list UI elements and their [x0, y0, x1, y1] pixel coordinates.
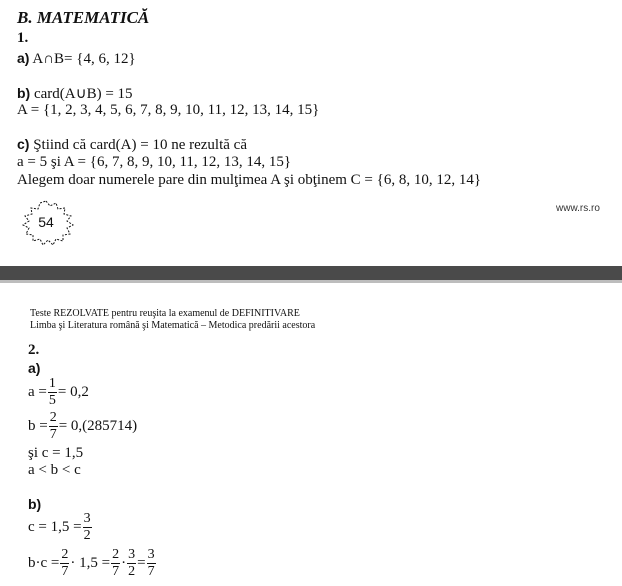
fraction-numerator: 3	[83, 511, 91, 527]
label-b: b)	[17, 85, 31, 101]
equation-a-rhs: = 0,2	[57, 384, 89, 400]
equation-bc-lhs: b·c =	[28, 555, 60, 571]
answer-1c	[17, 136, 247, 154]
fraction-3-2	[83, 512, 92, 543]
answer-1c-line2: a = 5 şi A = {6, 7, 8, 9, 10, 11, 12, 13, 14, 15}	[17, 154, 292, 170]
equation-b	[28, 408, 137, 444]
fraction-numerator: 1	[48, 376, 56, 392]
answer-1a	[17, 50, 136, 68]
page-number: 54	[38, 214, 54, 230]
equation-bc	[28, 545, 157, 581]
fraction-2-7	[111, 548, 120, 579]
answer-1b-text: card(A∪B) = 15	[30, 86, 133, 102]
equation-b-lhs: b =	[28, 418, 48, 434]
page-number-badge	[16, 198, 76, 248]
answer-1b-set: A = {1, 2, 3, 4, 5, 6, 7, 8, 9, 10, 11, 12, 13, 14, 15}	[17, 102, 320, 118]
fraction-denominator: 7	[61, 564, 69, 580]
section-title: B. MATEMATICĂ	[17, 8, 150, 27]
fraction-numerator: 2	[112, 547, 120, 563]
fraction-denominator: 7	[49, 427, 57, 443]
fraction-denominator: 2	[83, 528, 91, 544]
problem-2a-label: a)	[28, 360, 41, 376]
equation-a	[28, 374, 89, 410]
label-a: a)	[17, 50, 30, 66]
problem-2b-label: b)	[28, 496, 42, 512]
answer-1b	[17, 84, 133, 103]
page-divider	[0, 266, 622, 280]
fraction-denominator: 2	[128, 564, 136, 580]
fraction-denominator: 5	[48, 393, 56, 409]
fraction-3-7	[147, 548, 156, 579]
website-url: www.rs.ro	[556, 203, 600, 214]
equation-a-lhs: a =	[28, 384, 47, 400]
fraction-numerator: 2	[49, 410, 57, 426]
equation-b-rhs: = 0,(285714)	[58, 418, 138, 434]
equation-bc-mid: · 1,5 =	[70, 555, 111, 571]
answer-1c-text: Ştiind că card(A) = 10 ne rezultă că	[29, 137, 247, 153]
multiply-dot: ·	[121, 555, 127, 571]
problem-2-number: 2.	[28, 342, 40, 358]
equation-c	[28, 509, 93, 545]
fraction-3-2	[127, 548, 136, 579]
fraction-2-7	[60, 548, 69, 579]
problem-1-number: 1.	[17, 30, 29, 46]
order-line: a < b < c	[28, 462, 81, 478]
answer-1a-text: A∩B= {4, 6, 12}	[29, 51, 136, 67]
fraction-numerator: 2	[61, 547, 69, 563]
answer-1c-line3: Alegem doar numerele pare din mulţimea A şi obţinem C = {6, 8, 10, 12, 14}	[17, 172, 482, 188]
equation-c-lhs: c = 1,5 =	[28, 519, 82, 535]
c-value-line: şi c = 1,5	[28, 445, 84, 461]
fraction-numerator: 3	[128, 547, 136, 563]
running-header-line-2: Limba şi Literatura română şi Matematică – Metodica predării acestora	[30, 320, 316, 331]
fraction-1-5	[48, 377, 57, 408]
equals-sign: =	[137, 555, 146, 571]
fraction-denominator: 7	[112, 564, 120, 580]
fraction-denominator: 7	[147, 564, 155, 580]
fraction-numerator: 3	[147, 547, 155, 563]
label-c: c)	[17, 136, 30, 152]
fraction-2-7	[49, 411, 58, 442]
page-divider-shadow	[0, 280, 622, 283]
running-header-line-1: Teste REZOLVATE pentru reuşita la examenul de DEFINITIVARE	[30, 308, 300, 319]
